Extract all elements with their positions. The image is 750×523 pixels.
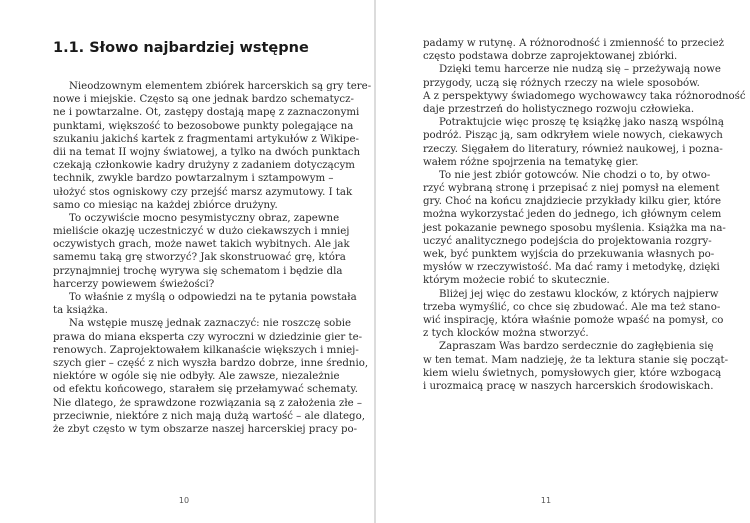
text-line: rzyć wybraną stronę i przepisać z niej pomysł na element [423, 183, 720, 195]
text-line: dii na temat II wojny światowej, a tylko na dwóch punktach [53, 146, 361, 158]
text-line: którym możecie robić to skutecznie. [423, 275, 610, 287]
text-line: trzeba wymyślić, co chce się zbudować. Ale ma też stano- [423, 301, 721, 313]
text-line: przygody, uczą się różnych rzeczy na wiele sposobów. [423, 77, 700, 89]
text-line: uczyć analitycznego podejścia do projektowania rozgry- [423, 235, 712, 247]
section-heading: 1.1. Słowo najbardziej wstępne [53, 40, 309, 56]
text-line: niektóre w ogóle się nie odbyły. Ale zawsze, niezależnie [53, 371, 340, 383]
text-line: szych gier – część z nich wyszła bardzo dobrze, inne średnio, [53, 357, 369, 369]
text-line: harcerzy powiewem świeżości? [53, 278, 215, 290]
text-line: samemu taką grę stworzyć? Jak skonstruować grę, która [53, 252, 346, 264]
text-line: podróż. Pisząc ją, sam odkryłem wiele nowych, ciekawych [423, 130, 723, 142]
text-line: przynajmniej trochę wyrywa się schematom i będzie dla [53, 265, 343, 277]
text-line: mysłów w rzeczywistość. Ma dać ramy i metodykę, dzięki [423, 262, 720, 274]
page-number-right: 11 [540, 496, 552, 505]
text-line: Nie dlatego, że sprawdzone rozwiązania są z założenia złe – [53, 397, 363, 409]
text-line: ta książka. [53, 305, 108, 317]
text-line: Nieodzownym elementem zbiórek harcerskich są gry tere- [69, 81, 372, 92]
text-line: daje przestrzeń do holistycznego rozwoju człowieka. [423, 103, 695, 115]
text-line: że zbyt często w tym obszarze naszej harcerskiej pracy po- [53, 423, 358, 435]
text-line: często podstawa dobrze zaprojektowanej zbiórki. [423, 51, 678, 63]
text-line: Bliżej jej więc do zestawu klocków, z których najpierw [439, 288, 719, 300]
text-line: wałem różne spojrzenia na tematykę gier. [423, 156, 639, 168]
text-line: rzeczy. Sięgałem do literatury, również naukowej, i pozna- [423, 143, 723, 155]
left-page [0, 0, 374, 523]
text-line: czekają członkowie kadry drużyny z zadaniem dotyczącym [53, 160, 355, 172]
text-line: punktami, większość to bezosobowe punkty polegające na [53, 120, 354, 132]
text-line: technik, zwykle bardzo powtarzalnym i sztampowym – [53, 173, 334, 185]
text-line: wek, być punktem wyjścia do przekuwania własnych po- [423, 249, 715, 260]
left-body-text [53, 80, 372, 436]
text-line: oczywistych grach, może nawet takich wybitnych. Ale jak [53, 239, 350, 251]
text-line: przeciwnie, niektóre z nich mają dużą wartość – ale dlatego, [53, 410, 365, 422]
text-line: To właśnie z myślą o odpowiedzi na te pytania powstała [69, 292, 357, 303]
text-line: jest pokazanie pewnego sposobu myślenia. Książka ma na- [423, 222, 726, 234]
text-line: ne i powtarzalne. Ot, zastępy dostają mapę z zaznaczonymi [53, 107, 360, 119]
text-line: ułożyć stos ogniskowy czy przejść marsz azymutowy. I tak [53, 186, 353, 198]
text-line: nowe i miejskie. Często są one jednak bardzo schematycz- [53, 94, 354, 106]
page-number-left: 10 [178, 496, 190, 505]
text-line: od efektu końcowego, starałem się przełamywać schematy. [53, 384, 359, 396]
text-line: padamy w rutynę. A różnorodność i zmienność to przecież [423, 38, 725, 49]
text-line: Dzięki temu harcerze nie nudzą się – przeżywają nowe [439, 64, 721, 76]
right-page [376, 0, 750, 523]
text-line: i urozmaicą pracę w naszych harcerskich środowiskach. [423, 380, 714, 392]
text-line: szukaniu jakichś kartek z fragmentami artykułów z Wikipe- [53, 133, 359, 145]
text-line: Zapraszam Was bardzo serdecznie do zagłębienia się [439, 341, 714, 353]
text-line: z tych klocków można stworzyć. [423, 328, 589, 340]
text-line: prawa do miana eksperta czy wyroczni w dziedzinie gier te- [53, 331, 363, 343]
text-line: samo co miesiąc na każdej zbiórce drużyny. [53, 199, 278, 211]
text-line: wić inspirację, która właśnie pomoże wpaść na pomysł, co [423, 314, 724, 326]
text-line: gry. Choć na końcu znajdziecie przykłady kilku gier, które [423, 196, 722, 208]
text-line: renowych. Zaprojektowałem kilkanaście większych i mniej- [53, 344, 359, 356]
text-line: mieliście okazję uczestniczyć w dużo ciekawszych i mniej [53, 226, 350, 238]
text-line: To nie jest zbiór gotowców. Nie chodzi o to, by otwo- [439, 169, 711, 181]
text-line: w ten temat. Mam nadzieję, że ta lektura stanie się począt- [423, 354, 729, 366]
text-line: Potraktujcie więc proszę tę książkę jako naszą wspólną [439, 117, 724, 129]
text-line: można wykorzystać jeden do jednego, ich głównym celem [423, 209, 722, 221]
right-body-text [423, 37, 746, 393]
text-line: Na wstępie muszę jednak zaznaczyć: nie roszczę sobie [69, 318, 352, 330]
text-line: To oczywiście mocno pesymistyczny obraz, zapewne [69, 212, 340, 224]
text-line: kiem wielu świetnych, pomysłowych gier, które wzbogacą [423, 367, 722, 379]
text-line: A z perspektywy świadomego wychowawcy taka różnorodność [423, 90, 746, 102]
